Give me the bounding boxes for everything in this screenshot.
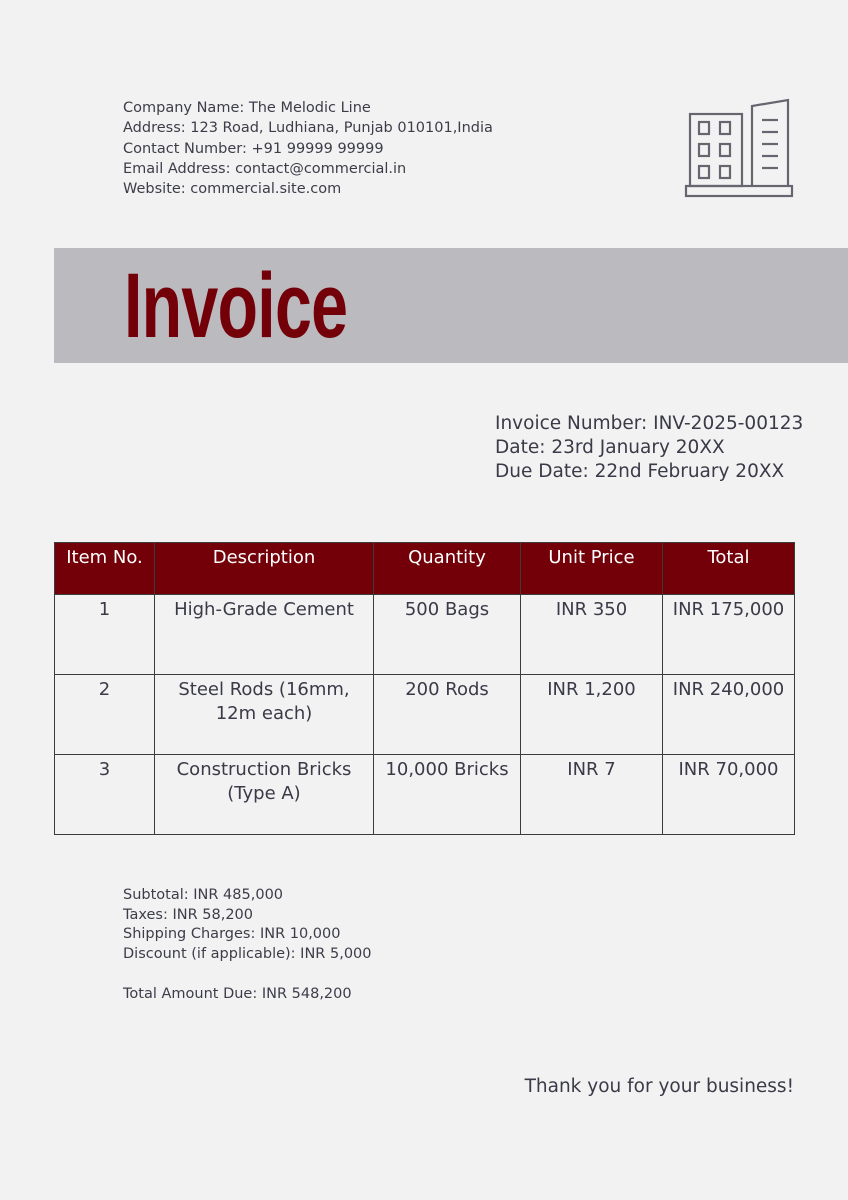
invoice-title: Invoice bbox=[124, 255, 348, 357]
cell-quantity: 500 Bags bbox=[374, 595, 521, 675]
title-banner bbox=[54, 248, 848, 363]
header-description: Description bbox=[155, 543, 374, 595]
company-address: Address: 123 Road, Ludhiana, Punjab 010101,India bbox=[123, 120, 493, 137]
cell-description: Steel Rods (16mm, 12m each) bbox=[155, 675, 374, 755]
header-quantity: Quantity bbox=[374, 543, 521, 595]
company-name: Company Name: The Melodic Line bbox=[123, 100, 371, 116]
totals-spacer bbox=[123, 965, 372, 985]
items-table bbox=[54, 542, 795, 835]
totals-summary bbox=[123, 886, 372, 1005]
invoice-meta bbox=[495, 412, 803, 484]
cell-quantity: 200 Rods bbox=[374, 675, 521, 755]
thank-you-note: Thank you for your business! bbox=[524, 1076, 794, 1097]
building-icon bbox=[684, 98, 796, 200]
cell-description: Construction Bricks (Type A) bbox=[155, 755, 374, 835]
table-row bbox=[55, 595, 795, 675]
cell-total: INR 240,000 bbox=[663, 675, 795, 755]
table-row bbox=[55, 675, 795, 755]
invoice-date: Date: 23rd January 20XX bbox=[495, 437, 725, 458]
table-row bbox=[55, 755, 795, 835]
subtotal: Subtotal: INR 485,000 bbox=[123, 887, 284, 903]
cell-quantity: 10,000 Bricks bbox=[374, 755, 521, 835]
company-info bbox=[123, 98, 493, 199]
header-total: Total bbox=[663, 543, 795, 595]
cell-item-no: 3 bbox=[55, 755, 155, 835]
cell-total: INR 175,000 bbox=[663, 595, 795, 675]
cell-total: INR 70,000 bbox=[663, 755, 795, 835]
company-website: Website: commercial.site.com bbox=[123, 181, 342, 198]
cell-unit-price: INR 350 bbox=[521, 595, 663, 675]
cell-unit-price: INR 1,200 bbox=[521, 675, 663, 755]
invoice-number: Invoice Number: INV-2025-00123 bbox=[495, 413, 804, 434]
invoice-due-date: Due Date: 22nd February 20XX bbox=[495, 461, 785, 482]
header-item-no: Item No. bbox=[55, 543, 155, 595]
shipping-charges: Shipping Charges: INR 10,000 bbox=[123, 926, 341, 943]
cell-description: High-Grade Cement bbox=[155, 595, 374, 675]
cell-item-no: 1 bbox=[55, 595, 155, 675]
header-unit-price: Unit Price bbox=[521, 543, 663, 595]
company-email: Email Address: contact@commercial.in bbox=[123, 160, 407, 177]
discount: Discount (if applicable): INR 5,000 bbox=[123, 946, 372, 963]
cell-unit-price: INR 7 bbox=[521, 755, 663, 835]
total-amount-due: Total Amount Due: INR 548,200 bbox=[123, 985, 352, 1002]
table-header-row bbox=[55, 543, 795, 595]
cell-item-no: 2 bbox=[55, 675, 155, 755]
company-contact: Contact Number: +91 99999 99999 bbox=[123, 140, 384, 157]
taxes: Taxes: INR 58,200 bbox=[123, 906, 253, 923]
